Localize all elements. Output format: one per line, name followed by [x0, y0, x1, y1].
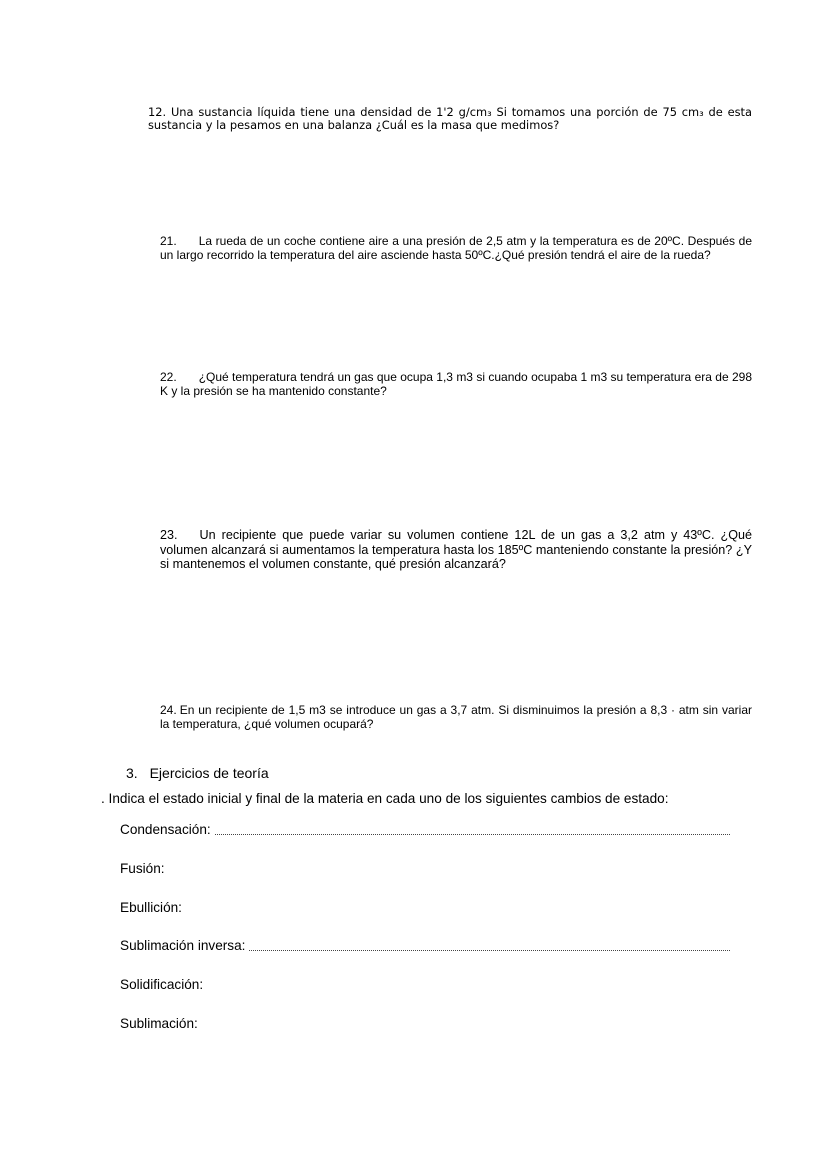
- section-title-text: Ejercicios de teoría: [149, 765, 269, 781]
- question-23: [160, 528, 752, 572]
- change-row-sublimacion: [120, 1016, 730, 1032]
- question-text: La rueda de un coche contiene aire a una presión de 2,5 atm y la temperatura es de 20ºC. Después de un largo recorrido la temperatura del aire asciende hasta 50ºC.¿Qué presión tendrá el aire de la rueda?: [160, 234, 752, 262]
- change-row-condensacion: [120, 822, 730, 838]
- change-label: Sublimación:: [120, 1016, 198, 1031]
- change-row-fusion: [120, 861, 730, 877]
- answer-line: [249, 949, 730, 951]
- section-number: 3.: [126, 765, 138, 781]
- change-row-solidificacion: [120, 977, 730, 993]
- change-label: Sublimación inversa:: [120, 938, 246, 953]
- question-text: Un recipiente que puede variar su volumen contiene 12L de un gas a 3,2 atm y 43ºC. ¿Qué volumen alcanzará si aumentamos la temperatura hasta los 185ºC manteniendo constante la presión? ¿Y si mantenemos el volumen constante, qué presión alcanzará?: [160, 528, 752, 571]
- question-text: Una sustancia líquida tiene una densidad de 1'2 g/cm₃ Si tomamos una porción de 75 cm₃ de esta sustancia y la pesamos en una balanza ¿Cuál es la masa que medimos?: [148, 105, 752, 132]
- question-text: En un recipiente de 1,5 m3 se introduce un gas a 3,7 atm. Si disminuimos la presión a 8,3 · atm sin variar la temperatura, ¿qué volumen ocupará?: [160, 703, 752, 731]
- question-21: [160, 235, 752, 262]
- question-number: 22.: [160, 370, 177, 384]
- answer-line: [215, 833, 730, 835]
- change-label: Solidificación:: [120, 977, 204, 992]
- change-label: Condensación:: [120, 822, 211, 837]
- question-text: ¿Qué temperatura tendrá un gas que ocupa 1,3 m3 si cuando ocupaba 1 m3 su temperatura era de 298 K y la presión se ha mantenido constante?: [160, 370, 752, 398]
- question-number: 12.: [148, 105, 167, 119]
- question-number: 23.: [160, 528, 178, 542]
- section-intro: . Indica el estado inicial y final de la materia en cada uno de los siguientes cambios de estado:: [101, 791, 669, 806]
- change-label: Ebullición:: [120, 900, 182, 915]
- question-12: [148, 106, 752, 132]
- section-title: [126, 765, 269, 781]
- question-22: [160, 371, 752, 398]
- change-row-sublimacion-inversa: [120, 938, 730, 954]
- change-label: Fusión:: [120, 861, 165, 876]
- change-row-ebullicion: [120, 900, 730, 916]
- question-number: 24.: [160, 703, 177, 717]
- question-number: 21.: [160, 234, 177, 248]
- question-24: [160, 704, 752, 731]
